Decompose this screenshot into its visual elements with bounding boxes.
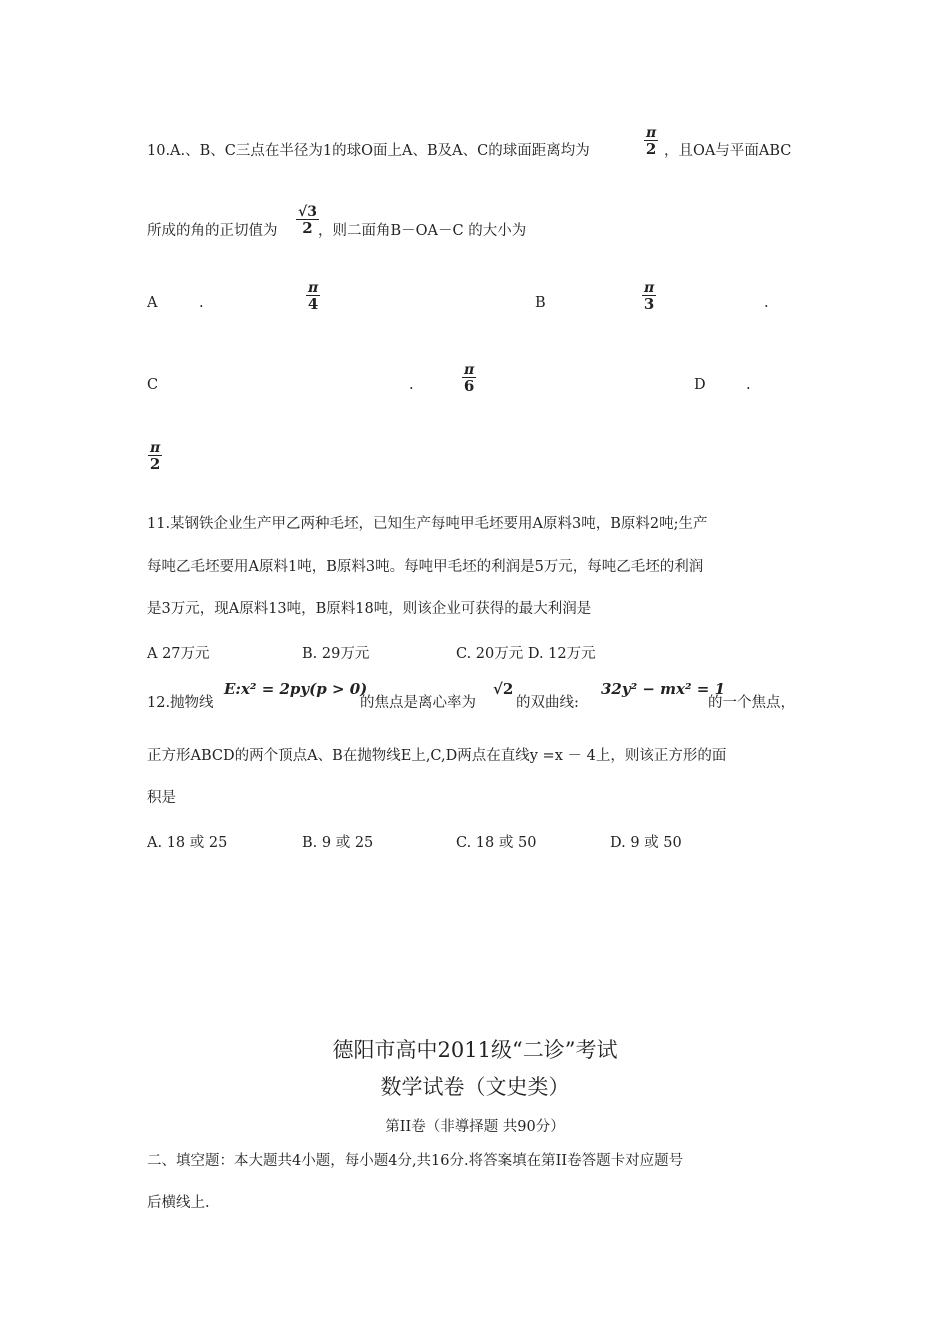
q10-option-c-label: C <box>147 377 159 393</box>
q10-option-c-dot: . <box>409 377 414 393</box>
q11-line3: 是3万元，现A原料13吨，B原料18吨，则该企业可获得的最大利润是 <box>147 601 592 617</box>
q12-parabola-formula: E:x² = 2py(p > 0) <box>224 680 368 698</box>
q12-line1-tail: 的一个焦点， <box>708 695 795 711</box>
q11-line2: 每吨乙毛坯要用A原料1吨，B原料3吨。每吨甲毛坯的利润是5万元，每吨乙毛坯的利润 <box>147 559 704 575</box>
q10-option-d-dot: . <box>746 377 751 393</box>
fraction-numerator: π <box>464 362 475 378</box>
fraction-denominator: 6 <box>463 377 475 395</box>
fraction-numerator: π <box>644 280 655 296</box>
fraction-numerator: π <box>646 125 657 141</box>
q10-line2-text: 所成的角的正切值为 <box>147 223 278 239</box>
fill-in-instructions-line1: 二、填空题：本大题共4小题，每小题4分,共16分.将答案填在第II卷答题卡对应题号 <box>147 1153 684 1169</box>
q11-option-c-d: C. 20万元 D. 12万元 <box>456 646 596 662</box>
q12-line3: 积是 <box>147 790 176 806</box>
q12-line1-text: 12.抛物线 <box>147 695 214 711</box>
q11-option-a: A 27万元 <box>147 646 210 662</box>
q12-line1-hyperbola-label: 的双曲线: <box>516 695 579 711</box>
q11-option-b: B. 29万元 <box>302 646 370 662</box>
q12-option-b: B. 9 或 25 <box>302 835 374 851</box>
part-ii-heading: 第II卷（非導择题 共90分） <box>385 1119 565 1135</box>
fraction-denominator: 3 <box>643 295 655 313</box>
fraction-denominator: 2 <box>302 219 313 237</box>
fraction-denominator: 2 <box>149 455 161 473</box>
q10-option-d-fraction <box>148 441 162 472</box>
q10-option-a-label: A <box>147 295 158 311</box>
q11-line1: 11.某钢铁企业生产甲乙两种毛坯，已知生产每吨甲毛坯要用A原料3吨，B原料2吨;生产 <box>147 516 708 532</box>
q12-option-a: A. 18 或 25 <box>147 835 228 851</box>
q10-option-c-fraction <box>462 363 476 394</box>
fraction-numerator: π <box>150 440 161 456</box>
fraction-numerator: √3 <box>298 204 317 220</box>
q10-option-b-fraction <box>642 281 656 312</box>
q12-sqrt2: √2 <box>493 680 514 698</box>
fraction-numerator: π <box>308 280 319 296</box>
q12-option-d: D. 9 或 50 <box>610 835 682 851</box>
fill-in-instructions-line2: 后横线上. <box>147 1195 210 1211</box>
q12-option-c: C. 18 或 50 <box>456 835 537 851</box>
q10-pi-over-2-fraction <box>644 126 658 157</box>
exam-subject-title: 数学试卷（文史类） <box>380 1075 570 1099</box>
q10-option-b-label: B <box>535 295 546 311</box>
q12-line1-mid: 的焦点是离心率为 <box>360 695 476 711</box>
q10-line1-text: 10.A.、B、C三点在半径为1的球O面上A、B及A、C的球面距离均为 <box>147 143 590 159</box>
fraction-denominator: 2 <box>645 140 657 158</box>
q10-option-a-dot: . <box>199 295 204 311</box>
q10-sqrt3-over-2-fraction <box>296 205 319 236</box>
q10-option-b-dot: . <box>764 295 769 311</box>
q10-line1-tail: ，且OA与平面ABC <box>664 143 792 159</box>
q12-line2: 正方形ABCD的两个顶点A、B在抛物线E上,C,D两点在直线y =x － 4上，则该正方形的面 <box>147 748 727 764</box>
q10-line2-tail: ，则二面角B－OA－C 的大小为 <box>318 223 527 239</box>
fraction-denominator: 4 <box>307 295 319 313</box>
q10-option-a-fraction <box>306 281 320 312</box>
q12-hyperbola-formula: 32y² − mx² = 1 <box>601 680 726 698</box>
exam-title: 德阳市高中2011级“二诊”考试 <box>332 1038 618 1062</box>
q10-option-d-label: D <box>694 377 706 393</box>
